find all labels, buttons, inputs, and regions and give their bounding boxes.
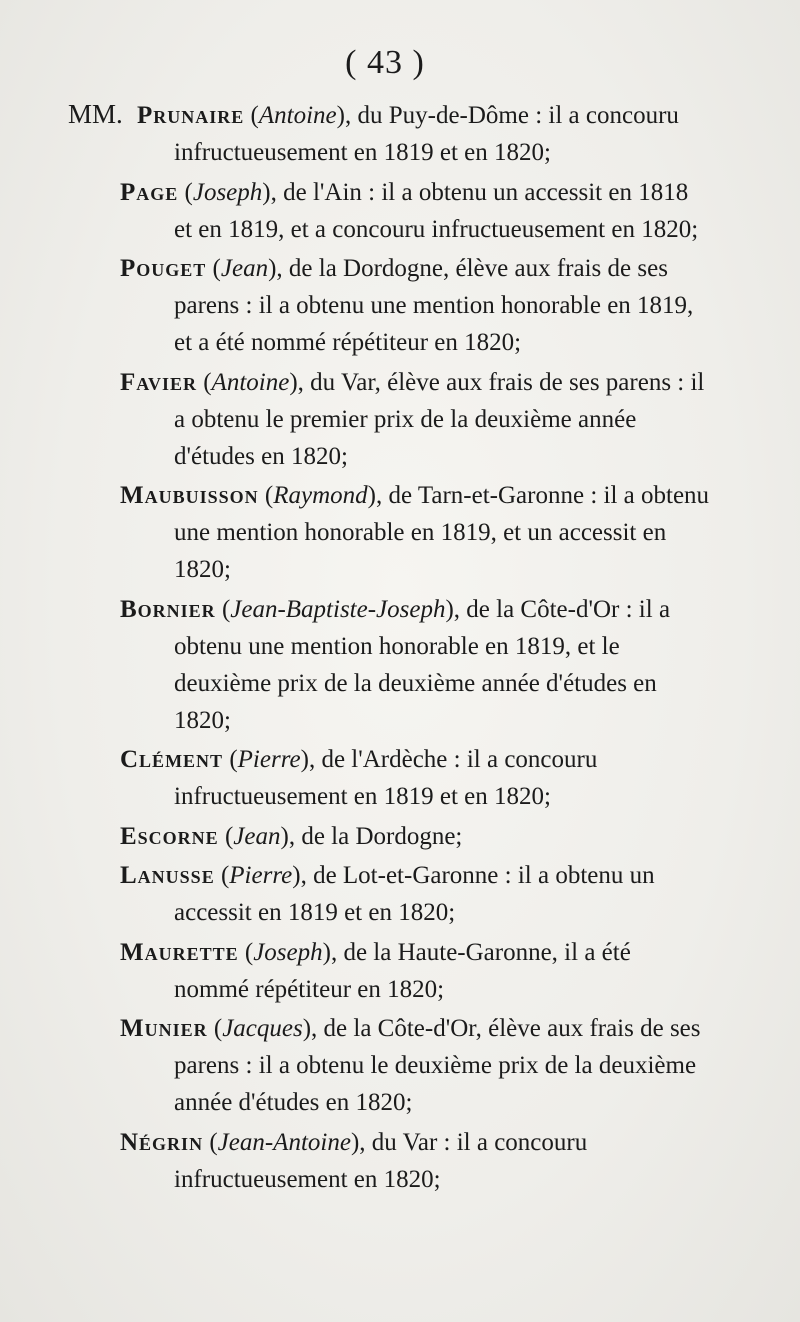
entry-given-name: Raymond: [273, 482, 368, 509]
list-item: [120, 934, 710, 1008]
given-open-paren: (: [264, 482, 274, 509]
given-close-paren: ): [300, 746, 309, 773]
given-close-paren: ): [350, 1128, 360, 1156]
list-item: [120, 477, 710, 588]
entry-text: , de Lot-et-Garonne : il a obtenu un accessit en 1819 et en 1820;: [174, 862, 655, 926]
entry-text: , de l'Ain : il a obtenu un accessit en 1818 et en 1819, et a concouru infructueusement en 1820;: [174, 178, 699, 243]
entry-given-name: Jean-Antoine: [217, 1128, 351, 1156]
given-close-paren: ): [336, 102, 345, 129]
entry-list: [68, 96, 710, 1200]
entry-surname: Escorne: [120, 822, 219, 850]
entry-given-name: Joseph: [192, 178, 263, 206]
entry-given-name: Joseph: [253, 938, 323, 966]
given-open-paren: (: [203, 368, 212, 396]
entry-surname: Favier: [120, 368, 197, 396]
entry-given-name: Jean-Baptiste-Joseph: [230, 595, 446, 623]
entry-text: , de la Dordogne, élève aux frais de ses parens : il a obtenu une mention honorable en 1819, et a été nommé répétiteur en 1820;: [174, 255, 694, 356]
entry-text: , du Var, élève aux frais de ses parens : il a obtenu le premier prix de la deuxième année d'études en 1820;: [174, 368, 705, 470]
entry-surname: Munier: [120, 1015, 208, 1042]
given-open-paren: (: [244, 938, 254, 966]
entry-surname: Clément: [120, 746, 224, 773]
page-number: ( 43 ): [345, 44, 425, 81]
entry-surname: Page: [120, 178, 179, 206]
entry-surname: Bornier: [120, 595, 216, 623]
entry-surname: Négrin: [120, 1128, 204, 1156]
entry-text: , de la Côte-d'Or, élève aux frais de ses parens : il a obtenu le deuxième prix de la deuxième année d'études en 1820;: [174, 1015, 701, 1116]
entry-given-name: Antoine: [258, 102, 337, 129]
entry-surname: Maubuisson: [120, 482, 259, 509]
entry-text: , de la Haute-Garonne, il a été nommé répétiteur en 1820;: [174, 938, 631, 1003]
given-open-paren: (: [220, 862, 230, 889]
entry-given-name: Jacques: [222, 1015, 303, 1042]
given-open-paren: (: [212, 255, 221, 282]
given-close-paren: ): [367, 482, 376, 509]
entry-given-name: Pierre: [229, 862, 293, 889]
given-open-paren: (: [224, 822, 234, 850]
entry-given-name: Antoine: [211, 368, 290, 396]
list-item: [68, 96, 710, 171]
entry-text: , de la Dordogne;: [288, 822, 463, 850]
entry-given-name: Jean: [220, 255, 269, 282]
given-close-paren: ): [302, 1015, 312, 1042]
list-item: [120, 741, 710, 815]
list-item: [120, 818, 710, 855]
given-close-paren: ): [322, 938, 331, 966]
list-item: [120, 250, 710, 361]
list-item: [120, 1124, 710, 1198]
entry-surname: Prunaire: [137, 102, 245, 129]
entry-text: , du Var : il a concouru infructueusement en 1820;: [174, 1128, 588, 1193]
given-open-paren: (: [209, 1128, 218, 1156]
list-item: [120, 174, 710, 248]
entry-text: , de l'Ardèche : il a concouru infructueusement en 1819 et en 1820;: [174, 746, 598, 810]
given-close-paren: ): [445, 595, 454, 623]
given-open-paren: (: [229, 746, 238, 773]
entry-text: , de Tarn-et-Garonne : il a obtenu une mention honorable en 1819, et un accessit en 1820;: [174, 482, 710, 583]
entry-text: , de la Côte-d'Or : il a obtenu une mention honorable en 1819, et le deuxième prix de la deuxième année d'études en 1820;: [174, 595, 671, 734]
given-open-paren: (: [213, 1015, 223, 1042]
entry-given-name: Jean: [233, 822, 281, 850]
given-close-paren: ): [268, 255, 277, 282]
list-item: [120, 364, 710, 475]
given-close-paren: ): [280, 822, 289, 850]
entry-surname: Maurette: [120, 938, 239, 966]
list-item: [120, 1010, 710, 1121]
given-close-paren: ): [262, 178, 271, 206]
entry-surname: Lanusse: [120, 862, 215, 889]
given-open-paren: (: [184, 178, 193, 206]
entry-text: , du Puy-de-Dôme : il a concouru infructueusement en 1819 et en 1820;: [174, 102, 679, 166]
entry-given-name: Pierre: [237, 746, 301, 773]
list-item: [120, 591, 710, 739]
list-item: [120, 857, 710, 931]
given-close-paren: ): [289, 368, 298, 396]
entry-surname: Pouget: [120, 255, 207, 282]
honorific-prefix: MM.: [68, 99, 123, 129]
given-open-paren: (: [221, 595, 231, 623]
given-close-paren: ): [292, 862, 301, 889]
given-open-paren: (: [250, 102, 259, 129]
